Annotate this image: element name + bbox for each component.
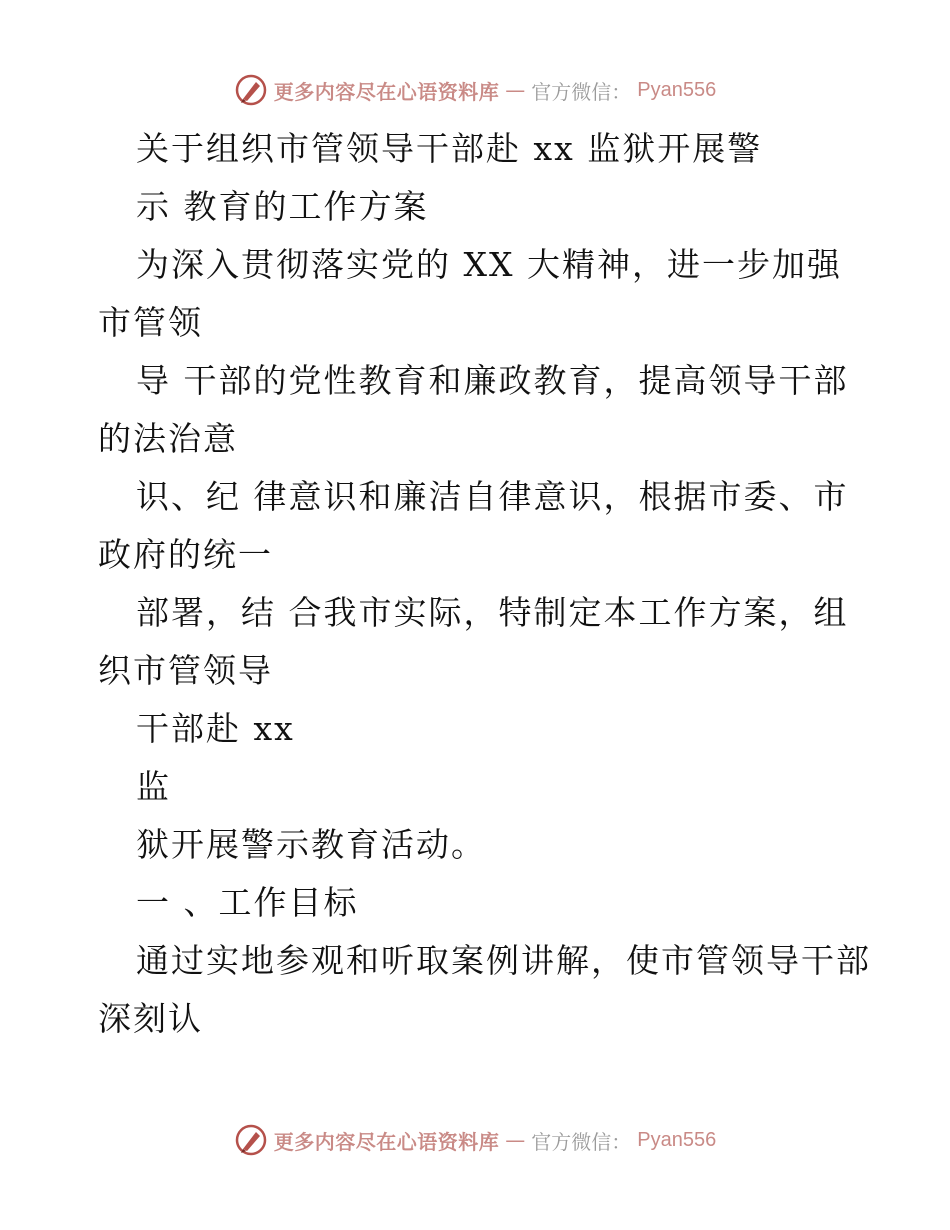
- footer-watermark: [0, 1120, 950, 1160]
- watermark-id: Pyan556: [637, 78, 717, 101]
- watermark-sub-text: 官方微信：: [531, 79, 632, 104]
- document-line: 一 、工作目标: [136, 883, 359, 922]
- document-line: 关于组织市管领导干部赴 xx 监狱开展警: [136, 129, 763, 168]
- document-line: 狱开展警示教育活动。: [136, 825, 486, 864]
- document-line: 市管领: [98, 303, 203, 342]
- watermark-separator: —: [505, 1128, 526, 1152]
- document-line: 深刻认: [98, 999, 203, 1038]
- document-line: 干部赴 xx: [136, 709, 295, 748]
- document-line: 导 干部的党性教育和廉政教育，提高领导干部: [136, 361, 849, 400]
- document-line: 监: [136, 767, 171, 806]
- watermark-id: Pyan556: [637, 1128, 717, 1151]
- watermark-main-text: 更多内容尽在心语资料库: [273, 1129, 500, 1154]
- header-watermark: [0, 70, 950, 110]
- watermark-main-text: 更多内容尽在心语资料库: [273, 79, 500, 104]
- document-line: 的法治意: [98, 419, 238, 458]
- document-line: 为深入贯彻落实党的 XX 大精神，进一步加强: [136, 245, 842, 284]
- watermark-sub-text: 官方微信：: [531, 1129, 632, 1154]
- document-line: 通过实地参观和听取案例讲解，使市管领导干部: [136, 941, 871, 980]
- document-line: 政府的统一: [98, 535, 273, 574]
- document-line: 识、纪 律意识和廉洁自律意识，根据市委、市: [136, 477, 849, 516]
- document-body: [98, 120, 871, 1048]
- watermark-separator: —: [505, 78, 526, 102]
- document-line: 织市管领导: [98, 651, 273, 690]
- document-line: 部署，结 合我市实际，特制定本工作方案，组: [136, 593, 849, 632]
- pen-logo-icon: [234, 1123, 268, 1157]
- pen-logo-icon: [234, 73, 268, 107]
- document-line: 示 教育的工作方案: [136, 187, 429, 226]
